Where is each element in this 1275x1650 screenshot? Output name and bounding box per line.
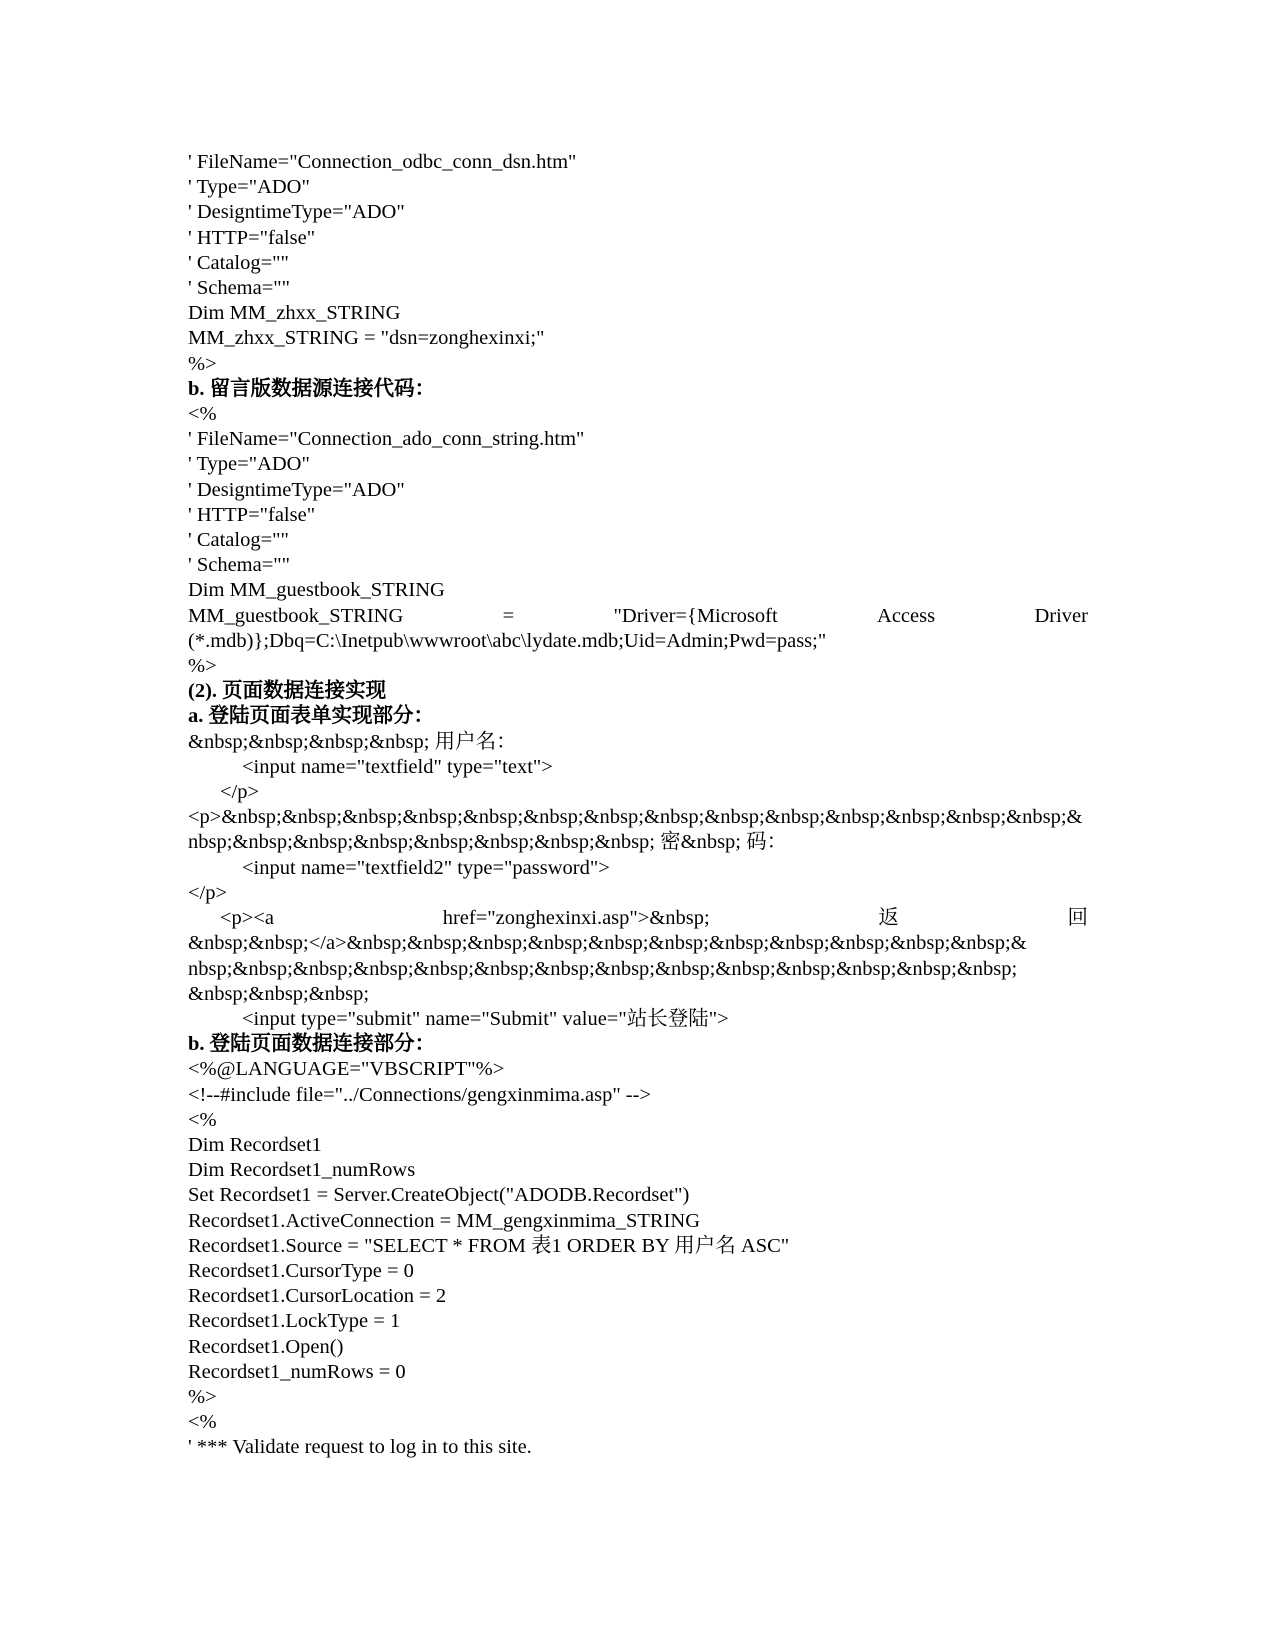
code-token: Access xyxy=(877,604,936,627)
code-line: (*.mdb)};Dbq=C:\Inetpub\wwwroot\abc\lydate.mdb;Uid=Admin;Pwd=pass;" xyxy=(188,629,827,652)
code-line: Recordset1.ActiveConnection = MM_gengxinmima_STRING xyxy=(188,1209,701,1232)
code-line: </p> xyxy=(188,881,228,904)
code-line: Recordset1.Open() xyxy=(188,1335,344,1358)
code-line: <% xyxy=(188,1411,217,1434)
code-line: &nbsp;&nbsp;&nbsp; xyxy=(188,982,370,1005)
code-line: Recordset1_numRows = 0 xyxy=(188,1360,406,1383)
code-line: </p> xyxy=(220,781,260,804)
code-token: 回 xyxy=(1067,907,1088,930)
code-line: ' HTTP="false" xyxy=(188,226,316,249)
code-line: ' HTTP="false" xyxy=(188,503,316,526)
code-line: ' FileName="Connection_ado_conn_string.htm" xyxy=(188,428,585,451)
code-line: Set Recordset1 = Server.CreateObject("ADODB.Recordset") xyxy=(188,1184,690,1207)
code-line: Recordset1.Source = "SELECT * FROM 表1 ORDER BY 用户名 ASC" xyxy=(188,1234,790,1257)
section-heading: a. 登陆页面表单实现部分： xyxy=(188,705,434,728)
section-heading: b. 留言版数据源连接代码： xyxy=(188,377,436,400)
code-line: <%@LANGUAGE="VBSCRIPT"%> xyxy=(188,1058,505,1081)
code-line: <% xyxy=(188,1108,217,1131)
code-token: Driver xyxy=(1034,604,1088,627)
code-line: <input name="textfield2" type="password"> xyxy=(242,856,610,879)
code-line: Dim MM_zhxx_STRING xyxy=(188,302,401,325)
code-line-justified xyxy=(188,604,1088,629)
section-heading: (2). 页面数据连接实现 xyxy=(188,680,387,703)
code-line: <input type="submit" name="Submit" value="站长登陆"> xyxy=(242,1007,729,1030)
code-line: <input name="textfield" type="text"> xyxy=(242,755,553,778)
code-line: <!--#include file="../Connections/gengxinmima.asp" --> xyxy=(188,1083,652,1106)
code-line: %> xyxy=(188,655,217,678)
code-line: <% xyxy=(188,403,217,426)
code-line: &nbsp;&nbsp;</a>&nbsp;&nbsp;&nbsp;&nbsp;&nbsp;&nbsp;&nbsp;&nbsp;&nbsp;&nbsp;&nbsp;& xyxy=(188,932,1027,955)
code-token: "Driver={Microsoft xyxy=(613,604,778,627)
code-line: ' Catalog="" xyxy=(188,529,289,552)
code-line: Recordset1.CursorType = 0 xyxy=(188,1259,414,1282)
code-line: ' FileName="Connection_odbc_conn_dsn.htm" xyxy=(188,151,577,173)
code-line: MM_zhxx_STRING = "dsn=zonghexinxi;" xyxy=(188,327,545,350)
code-line: Dim MM_guestbook_STRING xyxy=(188,579,445,602)
code-line: Dim Recordset1_numRows xyxy=(188,1159,416,1182)
code-token: href="zonghexinxi.asp">&nbsp; xyxy=(442,907,710,930)
code-line: ' Type="ADO" xyxy=(188,176,310,199)
code-line: ' DesigntimeType="ADO" xyxy=(188,201,405,224)
code-line: &nbsp;&nbsp;&nbsp;&nbsp; 用户名： xyxy=(188,730,517,753)
code-line: ' Catalog="" xyxy=(188,251,289,274)
code-token: <p><a xyxy=(220,907,275,930)
code-line: Dim Recordset1 xyxy=(188,1133,322,1156)
code-line: Recordset1.CursorLocation = 2 xyxy=(188,1285,447,1308)
code-line: ' Schema="" xyxy=(188,554,291,577)
code-line: ' DesigntimeType="ADO" xyxy=(188,478,405,501)
code-line: %> xyxy=(188,1385,217,1408)
code-listing xyxy=(188,150,1088,1461)
code-line: ' *** Validate request to log in to this site. xyxy=(188,1436,532,1459)
code-line-justified xyxy=(188,906,1088,931)
code-line: Recordset1.LockType = 1 xyxy=(188,1310,401,1333)
code-line: ' Type="ADO" xyxy=(188,453,310,476)
code-token: 返 xyxy=(878,907,899,930)
section-heading: b. 登陆页面数据连接部分： xyxy=(188,1033,436,1056)
code-line: <p>&nbsp;&nbsp;&nbsp;&nbsp;&nbsp;&nbsp;&nbsp;&nbsp;&nbsp;&nbsp;&nbsp;&nbsp;&nbsp;&nbsp;& xyxy=(188,806,1083,829)
code-line: ' Schema="" xyxy=(188,277,291,300)
code-line: nbsp;&nbsp;&nbsp;&nbsp;&nbsp;&nbsp;&nbsp;&nbsp;&nbsp;&nbsp;&nbsp;&nbsp;&nbsp;&nbsp; xyxy=(188,957,1018,980)
code-line: nbsp;&nbsp;&nbsp;&nbsp;&nbsp;&nbsp;&nbsp;&nbsp; 密&nbsp; 码： xyxy=(188,831,788,854)
code-token: = xyxy=(502,604,515,627)
code-token: MM_guestbook_STRING xyxy=(188,604,404,627)
code-line: %> xyxy=(188,352,217,375)
